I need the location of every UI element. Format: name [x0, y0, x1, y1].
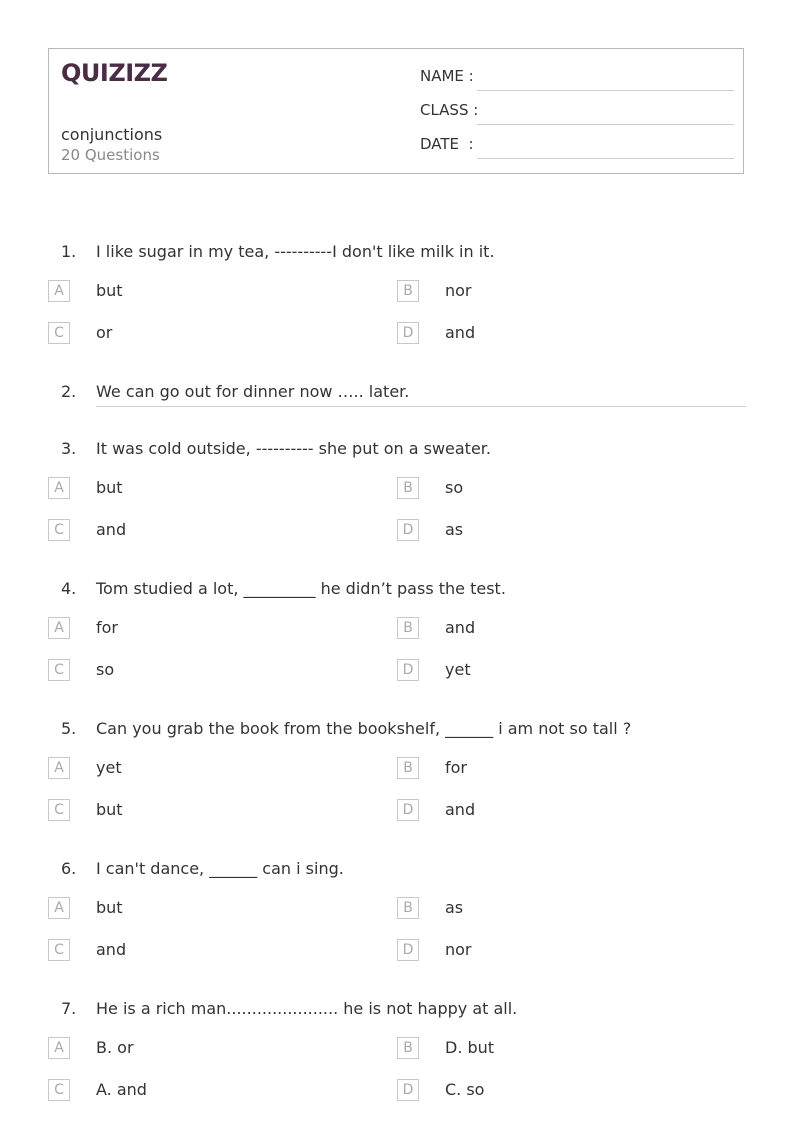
date-line[interactable]: [477, 158, 734, 159]
option-text: but: [96, 898, 123, 917]
option-letter-box: A: [48, 757, 70, 779]
option-letter-box: B: [397, 1037, 419, 1059]
option-letter-box: C: [48, 659, 70, 681]
option-text: but: [96, 800, 123, 819]
option-text: and: [445, 323, 476, 342]
name-label: NAME :: [420, 67, 474, 85]
option-text: nor: [445, 940, 472, 959]
option-text: but: [96, 281, 123, 300]
option-text: yet: [445, 660, 471, 679]
option-letter-box: C: [48, 322, 70, 344]
option-text: and: [445, 618, 476, 637]
question-number: 2.: [61, 382, 77, 401]
option-letter-box: B: [397, 897, 419, 919]
option-letter-box: A: [48, 897, 70, 919]
option-letter-box: C: [48, 939, 70, 961]
option-letter-box: C: [48, 799, 70, 821]
question-number: 6.: [61, 859, 77, 878]
option-text: or: [96, 323, 113, 342]
question-number: 3.: [61, 439, 77, 458]
question-number: 5.: [61, 719, 77, 738]
option-letter-box: B: [397, 617, 419, 639]
option-letter-box: D: [397, 1079, 419, 1101]
option-letter-box: D: [397, 659, 419, 681]
date-label: DATE :: [420, 135, 474, 153]
question-number: 7.: [61, 999, 77, 1018]
option-letter-box: B: [397, 757, 419, 779]
option-letter-box: A: [48, 280, 70, 302]
option-letter-box: C: [48, 519, 70, 541]
option-text: so: [445, 478, 464, 497]
option-text: A. and: [96, 1080, 147, 1099]
question-count: 20 Questions: [61, 146, 160, 164]
option-letter-box: B: [397, 280, 419, 302]
option-text: as: [445, 520, 464, 539]
answer-line[interactable]: [96, 406, 746, 407]
question-text: I like sugar in my tea, ----------I don't like milk in it.: [96, 242, 495, 261]
option-text: and: [96, 520, 127, 539]
option-letter-box: C: [48, 1079, 70, 1101]
option-text: as: [445, 898, 464, 917]
option-text: and: [445, 800, 476, 819]
question-text: I can't dance, ______ can i sing.: [96, 859, 344, 878]
name-line[interactable]: [477, 90, 734, 91]
option-letter-box: D: [397, 799, 419, 821]
date-field[interactable]: [420, 135, 734, 159]
option-text: yet: [96, 758, 122, 777]
option-text: D. but: [445, 1038, 495, 1057]
option-letter-box: A: [48, 617, 70, 639]
class-field[interactable]: [420, 101, 734, 125]
name-field[interactable]: [420, 67, 734, 91]
question-text: He is a rich man...................... he is not happy at all.: [96, 999, 518, 1018]
question-text: We can go out for dinner now ….. later.: [96, 382, 410, 401]
question-number: 4.: [61, 579, 77, 598]
option-letter-box: D: [397, 322, 419, 344]
question-number: 1.: [61, 242, 77, 261]
question-text: Can you grab the book from the bookshelf, ______ i am not so tall ?: [96, 719, 632, 738]
class-line[interactable]: [477, 124, 734, 125]
option-text: C. so: [445, 1080, 485, 1099]
class-label: CLASS :: [420, 101, 479, 119]
option-letter-box: D: [397, 519, 419, 541]
worksheet-title: conjunctions: [61, 125, 163, 144]
option-text: B. or: [96, 1038, 134, 1057]
option-letter-box: A: [48, 477, 70, 499]
quizizz-logo: QUIZIZZ: [61, 59, 168, 87]
question-text: It was cold outside, ---------- she put on a sweater.: [96, 439, 491, 458]
option-letter-box: D: [397, 939, 419, 961]
option-text: but: [96, 478, 123, 497]
option-text: nor: [445, 281, 472, 300]
option-text: for: [445, 758, 467, 777]
question-text: Tom studied a lot, _________ he didn’t pass the test.: [96, 579, 506, 598]
option-letter-box: A: [48, 1037, 70, 1059]
option-letter-box: B: [397, 477, 419, 499]
option-text: and: [96, 940, 127, 959]
worksheet-header: [48, 48, 744, 174]
option-text: for: [96, 618, 118, 637]
option-text: so: [96, 660, 115, 679]
